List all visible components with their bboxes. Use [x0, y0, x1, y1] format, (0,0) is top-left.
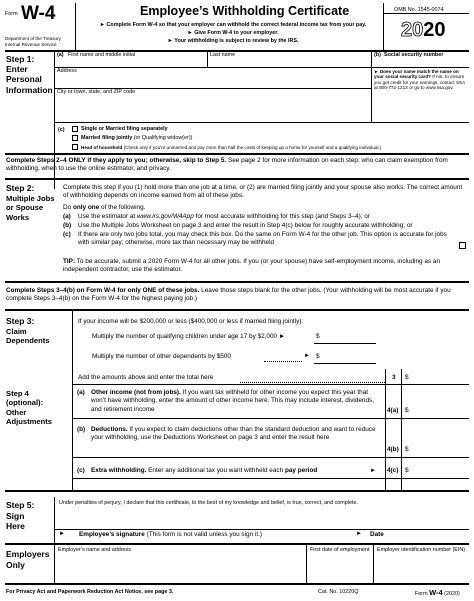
- step4-c-bold2: pay period: [284, 467, 318, 474]
- head-of-household-checkbox[interactable]: [72, 144, 78, 150]
- employer-divider-2: [373, 543, 374, 583]
- instructions2-text: Leave those steps blank for the other jobs. (Your withholding will be most accurate if you complete Steps 3–4(b) on the Form W-4 for the highest paying job.): [6, 287, 451, 303]
- married-jointly-bold: Married filing jointly: [81, 135, 133, 141]
- signature-text: (This form is not valid unless you sign it.): [144, 531, 263, 538]
- amount-column-divider: [385, 369, 386, 490]
- step4-c-body: Enter any additional tax you want withheld each: [146, 467, 285, 474]
- step4-title-1: Other: [6, 407, 27, 417]
- tax-year-outline: 20: [401, 19, 424, 41]
- tax-year-solid: 20: [423, 19, 446, 41]
- step2-a-pre: Use the estimator at: [78, 213, 137, 220]
- employers-title-2: Only: [6, 559, 25, 570]
- step2-do-only: [63, 204, 145, 212]
- step1-title-3: Information: [6, 84, 53, 95]
- step3-title-2: Dependents: [6, 336, 50, 346]
- step4c-line-number: 4(c): [387, 467, 399, 474]
- amount-column-divider-2: [401, 369, 402, 490]
- step4b-line-number: 4(b): [387, 446, 399, 453]
- step1-c-label: (c): [58, 127, 65, 133]
- step1-b-label: (b): [374, 52, 381, 58]
- footer-cat-no: Cat. No. 10220Q: [318, 589, 359, 595]
- step2-title-1: Multiple Jobs: [6, 193, 55, 203]
- date-label: Date: [370, 531, 384, 538]
- first-date-field[interactable]: First date of employment: [310, 547, 370, 553]
- instructions2-bold: Complete Steps 3–4(b) on Form W-4 for only ONE of these jobs.: [6, 287, 200, 294]
- step3-label: Step 3:: [6, 316, 35, 326]
- instructions-bottom-rule: [5, 178, 469, 180]
- step5-title-2: Here: [6, 521, 25, 532]
- step3-total-row: Add the amounts above and enter the total here: [78, 374, 214, 381]
- step3-other-dollar: $: [316, 353, 320, 360]
- married-jointly-checkbox[interactable]: [72, 135, 78, 141]
- name-divider: [207, 51, 208, 67]
- married-jointly-text: (or Qualifying widow(er)): [132, 135, 193, 141]
- instructions-text: See page 2 for more information on each step, who can claim exemption from withholding, when to use the online estimator, and privacy.: [6, 157, 448, 173]
- employer-name-field[interactable]: Employer’s name and address: [58, 547, 131, 553]
- two-jobs-checkbox[interactable]: [459, 242, 466, 249]
- single-checkbox[interactable]: [72, 126, 78, 132]
- step3-total-dollar: $: [405, 374, 409, 381]
- signature-label: [79, 531, 262, 539]
- step4-a-body: If you want tax withheld for other income you expect this year that won’t have withholding, enter the amount of other income here. This may include interest, dividends, and retirement income: [91, 389, 375, 413]
- tip-bold: TIP:: [63, 258, 76, 265]
- step4-b-body: If you expect to claim deductions other than the standard deduction and want to reduce your withholding, use the Deductions Worksheet on page 3 and enter the result here: [91, 426, 376, 442]
- step1-title-2: Personal: [6, 74, 42, 85]
- step3-line-number: 3: [392, 374, 396, 381]
- step2-b-text: Use the Multiple Jobs Worksheet on page 3 and enter the result in Step 4(c) below for roughly accurate withholding; or: [78, 222, 413, 229]
- do-only-bold: only one: [72, 204, 100, 211]
- footer-privacy: For Privacy Act and Paperwork Reduction Act Notice, see page 3.: [6, 589, 174, 595]
- head-of-household-label: [81, 145, 381, 150]
- ssn-note-bold: ► Does your name match the name on your social security card?: [374, 69, 459, 80]
- step5-title-1: Sign: [6, 510, 25, 521]
- first-name-field[interactable]: First name and middle initial: [68, 52, 136, 58]
- signature-bold: Employee’s signature: [79, 531, 145, 538]
- step4c-dollar: $: [405, 467, 409, 474]
- footer-form: [415, 588, 460, 597]
- step4-c-text: [91, 467, 317, 475]
- step2-a-label: (a): [63, 213, 71, 220]
- step2-a-post: for most accurate withholding for this step (and Steps 3–4); or: [193, 213, 370, 220]
- tax-year: [401, 19, 446, 42]
- date-arrow: ►: [356, 531, 362, 537]
- head-of-household-text: (Check only if you’re unmarried and pay more than half the costs of keeping up a home for yourself and a qualifying individual.): [122, 145, 382, 150]
- step2-a-text: [78, 213, 468, 221]
- step4-b-text: [91, 426, 381, 443]
- step4-a-label: (a): [77, 389, 85, 396]
- deductions-field[interactable]: [72, 457, 469, 458]
- single-label: Single or Married filing separately: [81, 126, 168, 132]
- instructions-bold: Complete Steps 2–4 ONLY if they apply to you; otherwise, skip to Step 5.: [6, 157, 227, 164]
- step4-label: Step 4: [6, 389, 29, 398]
- step4-c-label: (c): [77, 467, 85, 474]
- step1-title-1: Enter: [6, 64, 28, 75]
- do-only-post: of the following.: [99, 204, 146, 211]
- city-field[interactable]: City or town, state, and ZIP code: [57, 89, 136, 95]
- form-label: Form: [5, 11, 18, 17]
- step4-b-label: (b): [77, 426, 86, 433]
- extra-withholding-field[interactable]: [72, 478, 469, 479]
- perjury-statement: Under penalties of perjury, I declare that this certificate, to the best of my knowledge and belief, is true, correct, and complete.: [59, 500, 358, 506]
- step3-other-leader: [264, 361, 302, 362]
- step2-bottom-rule: [5, 281, 469, 283]
- footer-form-year: (2020): [442, 591, 460, 597]
- omb-underline: [383, 13, 469, 14]
- step5-bottom-rule: [5, 543, 469, 545]
- omb-number: OMB No. 1545-0074: [394, 7, 444, 13]
- step4-b-bold: Deductions.: [91, 426, 128, 433]
- children-amount-field[interactable]: [314, 343, 376, 344]
- ssn-name-note: [374, 69, 468, 90]
- employers-bottom-rule: [5, 583, 469, 585]
- step1-heading: [6, 54, 56, 95]
- employers-title-1: Employers: [6, 549, 50, 559]
- step1-a-label: (a): [57, 52, 64, 58]
- step3-children-dollar: $: [316, 333, 320, 340]
- last-name-field[interactable]: Last name: [210, 52, 236, 58]
- step4-bottom-rule: [5, 490, 469, 492]
- step4-c-bold: Extra withholding.: [91, 467, 147, 474]
- tip-text: To be accurate, submit a 2020 Form W-4 for all other jobs. If you (or your spouse) have self-employment income, including as an independent contractor, use the estimator.: [63, 258, 440, 274]
- employer-divider-1: [306, 543, 307, 583]
- instructions2-bottom-rule: [5, 309, 469, 311]
- step3-other-row: Multiply the number of other dependents by $500: [92, 353, 231, 360]
- ssn-field[interactable]: Social security number: [384, 52, 444, 58]
- signature-arrow: ►: [59, 531, 65, 537]
- row-rule-3: [54, 122, 469, 123]
- step4a-dollar: $: [405, 407, 409, 414]
- form-name: W-4: [21, 3, 56, 24]
- step2-title-2: or Spouse: [6, 203, 44, 213]
- step4-a-bold: Other income (not from jobs).: [91, 389, 181, 396]
- step2-c-text: If there are only two jobs total, you may check this box. Do the same on Form W-4 for the other job. This option is accurate for jobs with similar pay; otherwise, more tax than necessary may be withheld: [78, 231, 447, 247]
- step2-heading: [6, 183, 56, 222]
- step3-title-1: Claim: [6, 326, 27, 336]
- step2-c-label: (c): [63, 231, 71, 238]
- step5-heading: [6, 500, 56, 532]
- step4-title-2: Adjustments: [6, 417, 52, 427]
- step3-children-row: Multiply the number of qualifying children under age 17 by $2,000 ►: [92, 333, 286, 340]
- ssn-divider: [371, 51, 372, 67]
- other-income-field[interactable]: [72, 418, 469, 419]
- step3-heading: [6, 316, 56, 346]
- step3-total-leader: [240, 382, 385, 383]
- department-label: Department of the Treasury: [5, 36, 61, 41]
- step1-bottom-rule: [5, 153, 469, 155]
- form-title: Employee’s Withholding Certificate: [140, 4, 350, 18]
- ssn-note-text: If not, to ensure you get credit for your earnings, contact SSA at 800-772-1213 or go to www.ssa.gov.: [374, 74, 465, 90]
- step4-optional: (optional):: [6, 398, 44, 408]
- other-dependents-field[interactable]: [314, 363, 376, 364]
- irs-label: Internal Revenue Service: [5, 42, 57, 47]
- step3-intro: If your income will be $200,000 or less ($400,000 or less if married filing jointly):: [78, 318, 304, 325]
- signature-line[interactable]: [54, 529, 469, 530]
- step4-heading: [6, 389, 66, 427]
- step4c-arrow: ►: [370, 468, 376, 474]
- note-divider: [371, 67, 372, 122]
- steps-2-4-instructions: [6, 157, 468, 174]
- address-field[interactable]: Address: [57, 68, 77, 74]
- step2-title-3: Works: [6, 212, 30, 222]
- header-line-1: ► Complete Form W-4 so that your employer can withhold the correct federal income tax from your pay.: [99, 22, 367, 28]
- step4-a-text: [91, 389, 381, 414]
- footer-form-pre: Form: [415, 591, 430, 597]
- step5-label: Step 5:: [6, 500, 35, 510]
- step3-divider: [72, 310, 73, 490]
- step3-total-field[interactable]: [72, 384, 469, 385]
- step2-b-label: (b): [63, 222, 72, 229]
- step4a-line-number: 4(a): [387, 407, 399, 414]
- estimator-link[interactable]: www.irs.gov/W4App: [136, 213, 194, 220]
- steps-3-4-instructions: [6, 287, 468, 304]
- employers-heading: [6, 549, 56, 570]
- step2-label: Step 2:: [6, 183, 35, 193]
- do-only-pre: Do: [63, 204, 73, 211]
- head-of-household-bold: Head of household: [81, 145, 123, 150]
- ein-field[interactable]: Employer identification number (EIN): [377, 547, 466, 553]
- step2-intro: Complete this step if you (1) hold more than one job at a time, or (2) are married filing jointly and your spouse also works. The correct amount of withholding depends on income earned from all of these jobs.: [63, 184, 463, 200]
- step3-other-arrow: ►: [304, 353, 310, 359]
- header-line-2: ► Give Form W-4 to your employer.: [187, 30, 279, 36]
- married-jointly-label: [81, 135, 192, 141]
- step4b-dollar: $: [405, 446, 409, 453]
- step1-label: Step 1:: [6, 54, 35, 64]
- header-divider-right: [383, 3, 384, 51]
- footer-form-name: W-4: [429, 588, 443, 597]
- step2-tip: [63, 258, 467, 275]
- header-divider-left: [75, 3, 76, 51]
- header-line-3: ► Your withholding is subject to review by the IRS.: [167, 38, 299, 44]
